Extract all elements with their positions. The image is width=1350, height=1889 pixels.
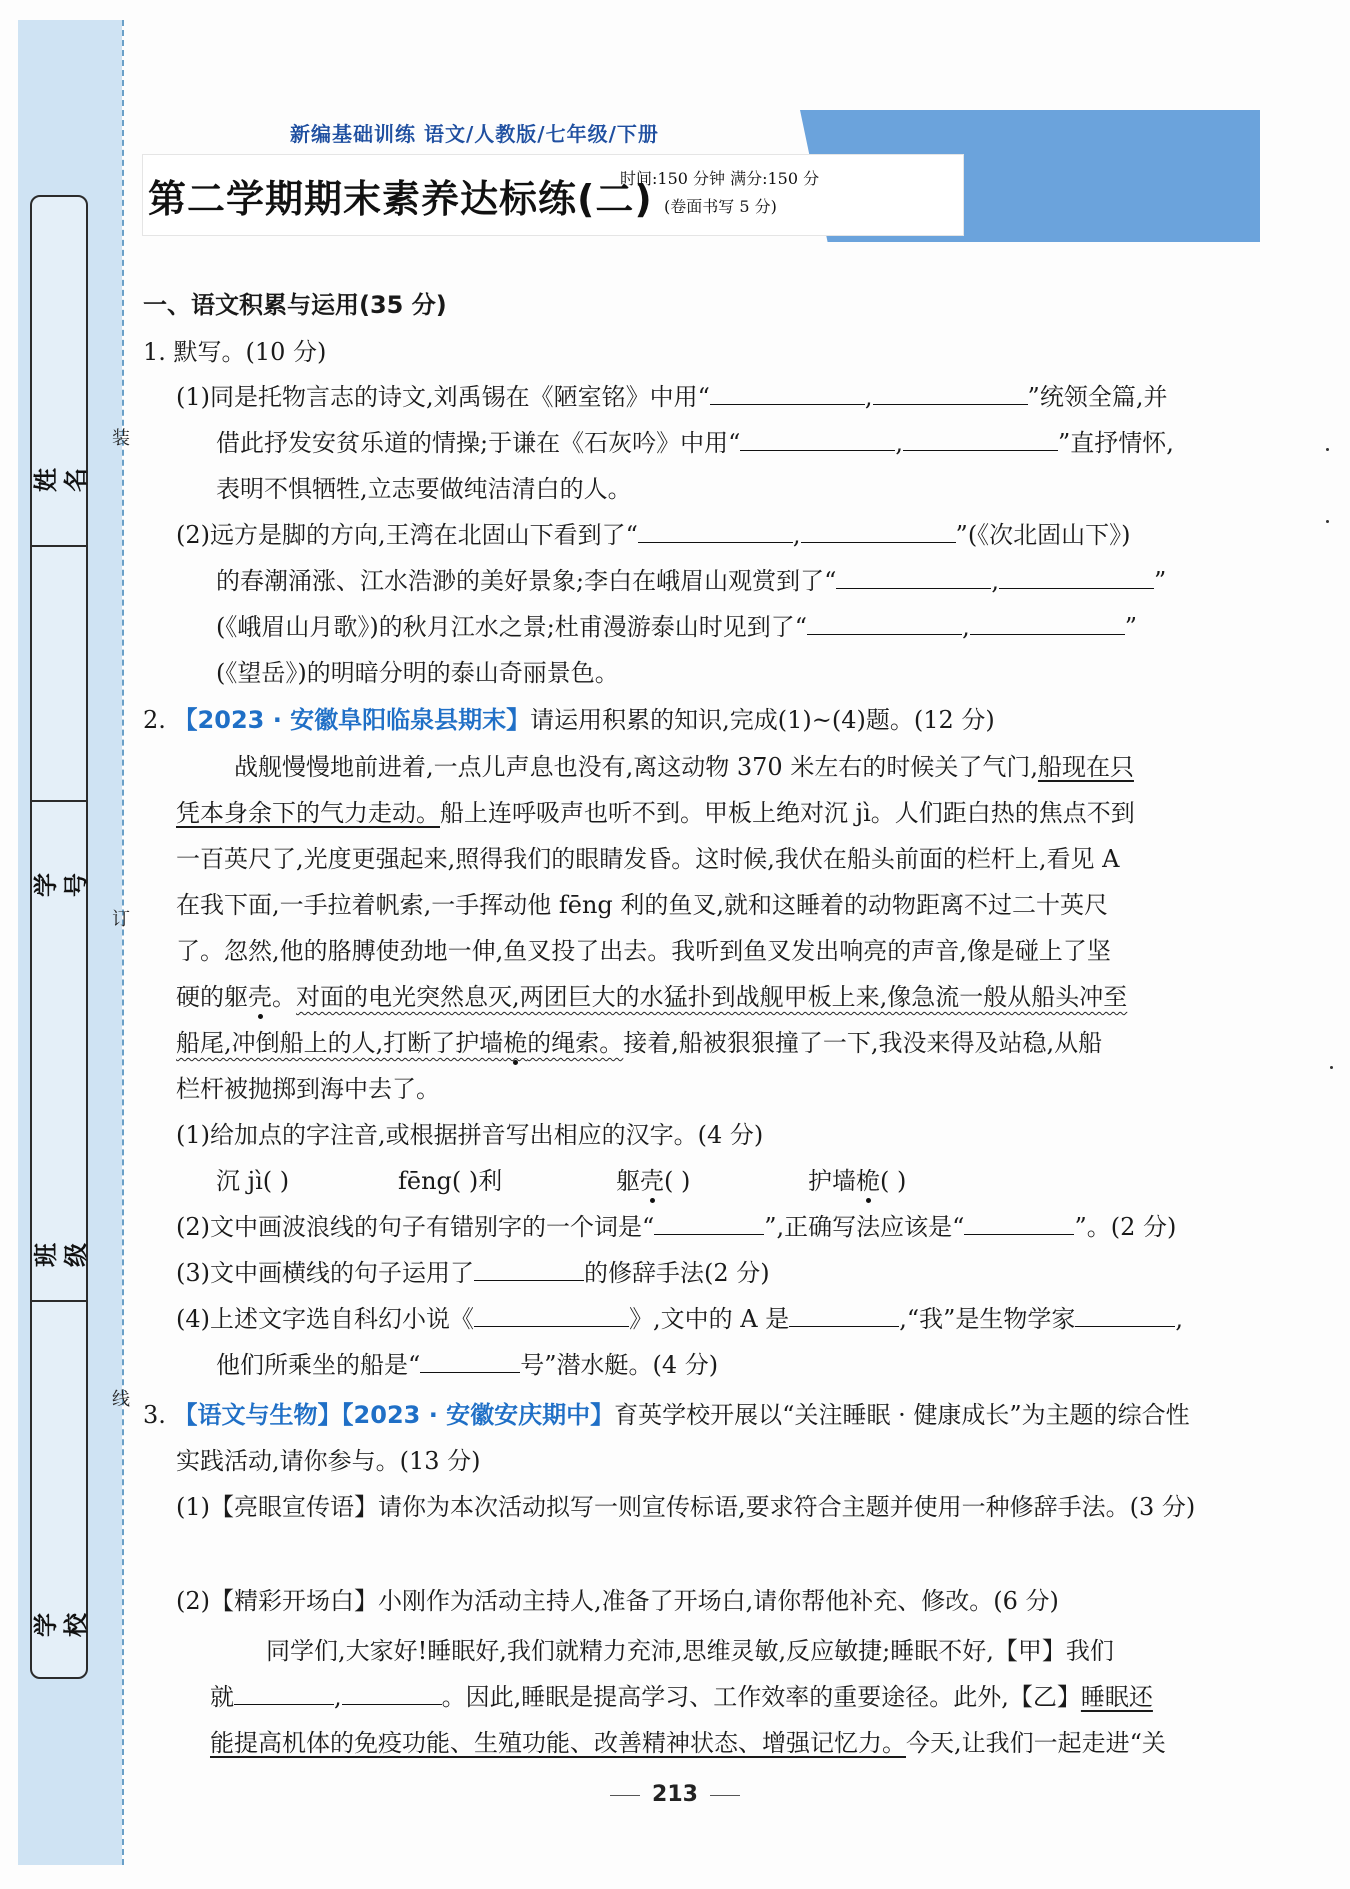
section-heading: 一、语文积累与运用(35 分) <box>143 291 447 319</box>
passage-a-line5: 了。忽然,他的胳膊使劲地一伸,鱼叉投了出去。我听到鱼叉发出响亮的声音,像是碰上了坚 <box>176 937 1111 965</box>
info-divider <box>30 545 88 547</box>
answer-blank[interactable] <box>420 1350 520 1373</box>
binding-mark-xian: 线 <box>112 1389 130 1410</box>
q3-sub2: (2)【精彩开场白】小刚作为活动主持人,准备了开场白,请你帮他补充、修改。(6 分) <box>176 1587 1059 1615</box>
passage-b-line2: 就 , 。因此,睡眠是提高学习、工作效率的重要途径。此外,【乙】睡眠还 <box>210 1683 1153 1711</box>
q1-2-line4: (《望岳》)的明暗分明的泰山奇丽景色。 <box>216 659 619 687</box>
answer-blank[interactable] <box>873 382 1028 405</box>
cut-line <box>122 20 124 1865</box>
source-tag: 【2023 · 安徽阜阳临泉县期末】 <box>173 706 531 734</box>
q1-2-line2: 的春潮涌涨、江水浩渺的美好景象;李白在峨眉山观赏到了“ , ” <box>216 567 1167 595</box>
answer-blank[interactable] <box>970 612 1125 635</box>
q2-sub4-line2: 他们所乘坐的船是“ 号”潜水艇。(4 分) <box>216 1351 719 1379</box>
q2-sub1-item1: 沉 jì( ) <box>216 1167 290 1195</box>
passage-b-line1: 同学们,大家好!睡眠好,我们就精力充沛,思维灵敏,反应敏捷;睡眠不好,【甲】我们 <box>266 1637 1114 1665</box>
passage-a-line8: 栏杆被抛掷到海中去了。 <box>176 1075 440 1103</box>
answer-blank[interactable] <box>710 382 865 405</box>
q1-2-line1: (2)远方是脚的方向,王湾在北固山下看到了“ , ”(《次北固山下》) <box>176 521 1131 549</box>
q3-sub1: (1)【亮眼宣传语】请你为本次活动拟写一则宣传标语,要求符合主题并使用一种修辞手法。(3 分) <box>176 1493 1196 1521</box>
question-1-stem: 1. 默写。(10 分) <box>143 338 327 366</box>
passage-a-line1: 战舰慢慢地前进着,一点儿声息也没有,离这动物 370 米左右的时候关了气门,船现在只 <box>234 753 1134 781</box>
info-divider <box>30 1300 88 1302</box>
passage-a-line7: 船尾,冲倒船上的人,打断了护墙桅的绳索。接着,船被狠狠撞了一下,我没来得及站稳,从船 <box>176 1029 1103 1057</box>
name-label: 姓名 <box>32 468 90 492</box>
answer-blank[interactable] <box>342 1682 442 1705</box>
answer-blank[interactable] <box>807 612 962 635</box>
answer-blank[interactable] <box>638 520 793 543</box>
q1-1-line1: (1)同是托物言志的诗文,刘禹锡在《陋室铭》中用“ , ”统领全篇,并 <box>176 383 1168 411</box>
school-label: 学校 <box>32 1613 90 1637</box>
answer-blank[interactable] <box>999 566 1154 589</box>
q2-sub1-item4: 护墙桅( ) <box>808 1167 907 1195</box>
answer-blank[interactable] <box>474 1304 629 1327</box>
q1-1-line2: 借此抒发安贫乐道的情操;于谦在《石灰吟》中用“ , ”直抒情怀, <box>216 429 1174 457</box>
answer-blank[interactable] <box>789 1304 899 1327</box>
q1-1-line3: 表明不惧牺牲,立志要做纯洁清白的人。 <box>216 475 632 503</box>
answer-blank[interactable] <box>474 1258 584 1281</box>
series-label: 新编基础训练 语文/人教版/七年级/下册 <box>290 122 659 146</box>
answer-blank[interactable] <box>740 428 895 451</box>
question-3-stem-line2: 实践活动,请你参与。(13 分) <box>176 1447 481 1475</box>
time-score-info: 时间:150 分钟 满分:150 分 <box>620 169 820 188</box>
q2-sub1-item2: fēng( )利 <box>398 1167 503 1195</box>
answer-blank[interactable] <box>801 520 956 543</box>
binding-mark-ding: 订 <box>112 909 130 930</box>
answer-blank[interactable] <box>654 1212 764 1235</box>
source-tag: 【2023 · 安徽安庆期中】 <box>341 1401 615 1429</box>
student-info-box <box>30 195 88 1679</box>
answer-blank[interactable] <box>836 566 991 589</box>
subject-tag: 【语文与生物】 <box>173 1401 342 1429</box>
passage-a-line2: 凭本身余下的气力走动。船上连呼吸声也听不到。甲板上绝对沉 jì。人们距白热的焦点不到 <box>176 799 1135 827</box>
passage-a-line3: 一百英尺了,光度更强起来,照得我们的眼睛发昏。这时候,我伏在船头前面的栏杆上,看见 A <box>176 845 1120 873</box>
page-number: 213 <box>0 1782 1350 1807</box>
passage-b-line3: 能提高机体的免疫功能、生殖功能、改善精神状态、增强记忆力。今天,让我们一起走进“关 <box>210 1729 1166 1757</box>
answer-blank[interactable] <box>1075 1304 1175 1327</box>
scan-speck <box>1326 448 1329 451</box>
answer-blank[interactable] <box>964 1212 1074 1235</box>
class-label: 班级 <box>32 1243 90 1267</box>
binding-mark-zhuang: 装 <box>112 428 130 449</box>
question-2-stem: 2. 【2023 · 安徽阜阳临泉县期末】请运用积累的知识,完成(1)~(4)题。(12 分) <box>143 706 995 734</box>
q2-sub1: (1)给加点的字注音,或根据拼音写出相应的汉字。(4 分) <box>176 1121 764 1149</box>
passage-a-line6: 硬的躯壳。对面的电光突然息灭,两团巨大的水猛扑到战舰甲板上来,像急流一般从船头冲至 <box>176 983 1128 1011</box>
q2-sub4-line1: (4)上述文字选自科幻小说《 》,文中的 A 是 ,“我”是生物学家 , <box>176 1305 1184 1333</box>
scan-speck <box>1330 1066 1333 1069</box>
page-title: 第二学期期末素养达标练(二) <box>148 177 653 221</box>
info-divider <box>30 800 88 802</box>
q2-sub2: (2)文中画波浪线的句子有错别字的一个词是“ ”,正确写法应该是“ ”。(2 分) <box>176 1213 1177 1241</box>
answer-blank[interactable] <box>903 428 1058 451</box>
student-id-label: 学号 <box>32 873 90 897</box>
question-3-stem: 3. 【语文与生物】【2023 · 安徽安庆期中】育英学校开展以“关注睡眠 · 健康成长”为主题的综合性 <box>143 1401 1190 1429</box>
q1-2-line3: (《峨眉山月歌》)的秋月江水之景;杜甫漫游泰山时见到了“ , ” <box>216 613 1138 641</box>
passage-a-line4: 在我下面,一手拉着帆索,一手挥动他 fēng 利的鱼叉,就和这睡着的动物距离不过二十英尺 <box>176 891 1109 919</box>
handwriting-score-info: (卷面书写 5 分) <box>664 197 777 216</box>
answer-blank[interactable] <box>234 1682 334 1705</box>
scan-speck <box>1326 520 1329 523</box>
q2-sub3: (3)文中画横线的句子运用了 的修辞手法(2 分) <box>176 1259 770 1287</box>
q2-sub1-item3: 躯壳( ) <box>616 1167 691 1195</box>
